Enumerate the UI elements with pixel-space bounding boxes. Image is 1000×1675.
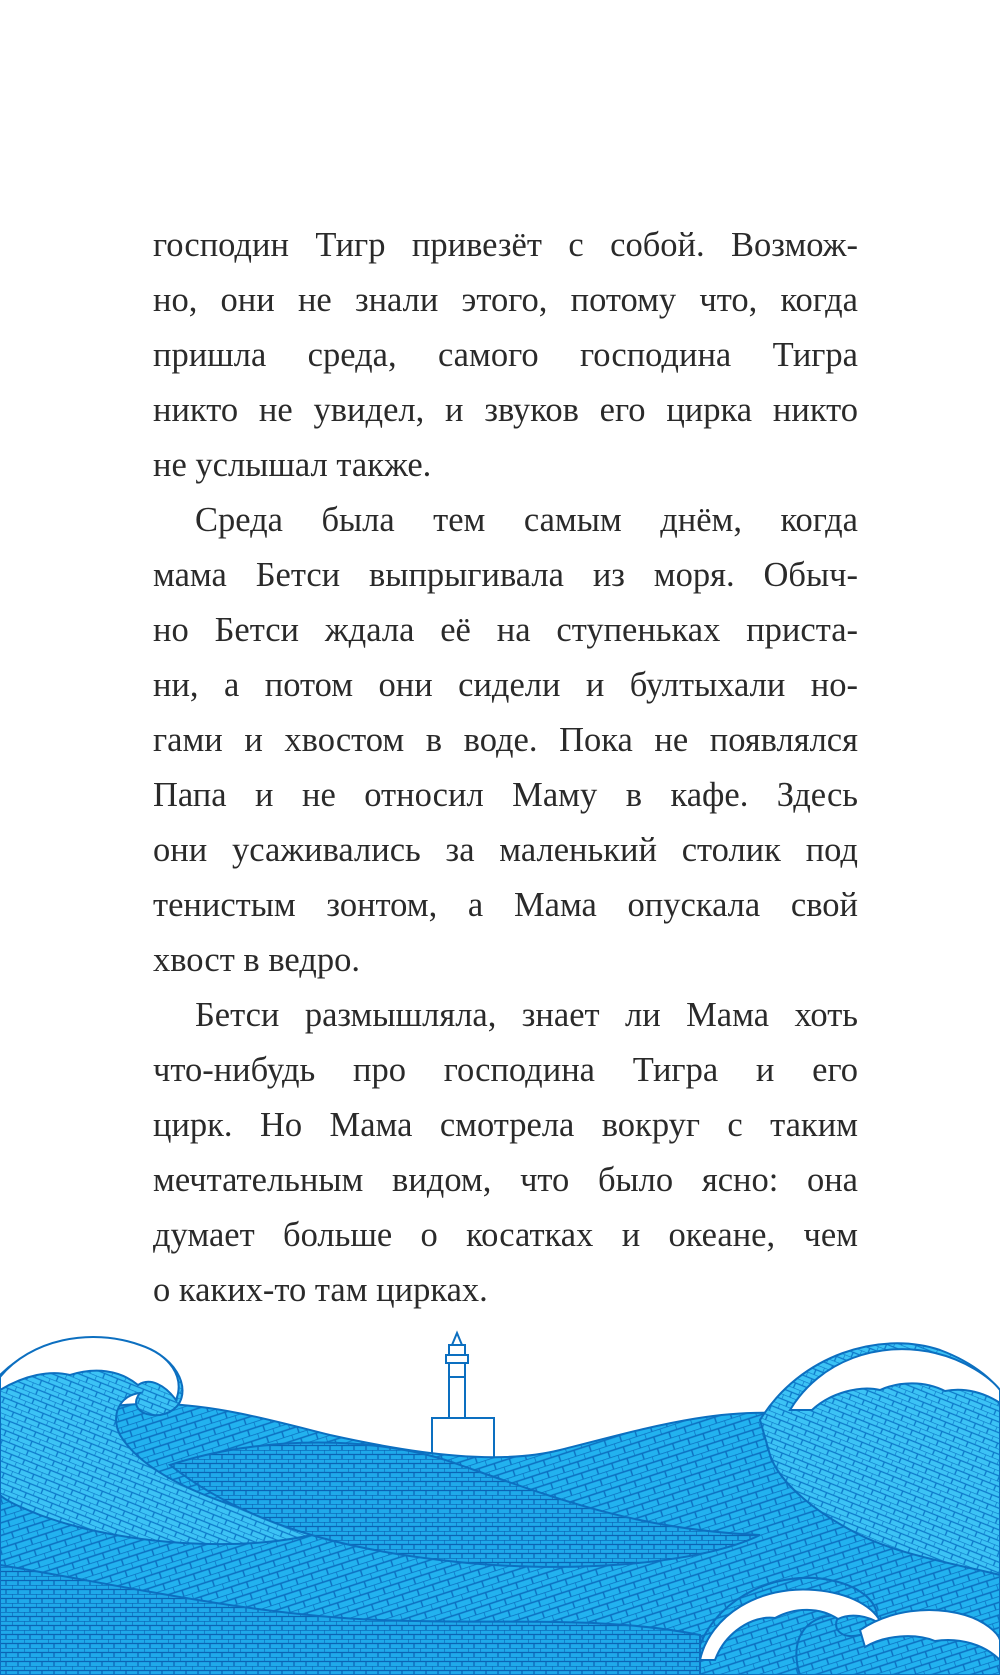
text-line: цирк. Но Мама смотрела вокруг с таким [153, 1106, 858, 1144]
text-line: Бетси размышляла, знает ли Мама хоть [195, 996, 858, 1034]
text-line: Среда была тем самым днём, когда [195, 501, 858, 539]
waves-illustration [0, 1315, 1000, 1675]
text-line: мама Бетси выпрыгивала из моря. Обыч- [153, 556, 858, 594]
paragraph [153, 493, 858, 988]
lighthouse-icon [432, 1333, 494, 1463]
text-line: пришла среда, самого господина Тигра [153, 336, 858, 374]
text-line: тенистым зонтом, а Мама опускала свой [153, 886, 858, 924]
text-line: хвост в ведро. [153, 941, 360, 979]
text-line: что-нибудь про господина Тигра и его [153, 1051, 858, 1089]
text-line: гами и хвостом в воде. Пока не появлялся [153, 721, 858, 759]
text-line: думает больше о косатках и океане, чем [153, 1216, 858, 1254]
page-text [153, 218, 858, 1318]
text-line: не услышал также. [153, 446, 432, 484]
text-line: никто не увидел, и звуков его цирка никто [153, 391, 858, 429]
text-line: но, они не знали этого, потому что, когда [153, 281, 858, 319]
text-line: господин Тигр привезёт с собой. Возмож- [153, 226, 858, 264]
paragraph [153, 988, 858, 1318]
text-line: мечтательным видом, что было ясно: она [153, 1161, 858, 1199]
paragraph [153, 218, 858, 493]
text-line: ни, а потом они сидели и бултыхали но- [153, 666, 858, 704]
text-line: Папа и не относил Маму в кафе. Здесь [153, 776, 858, 814]
text-line: о каких-то там цирках. [153, 1271, 488, 1309]
text-line: но Бетси ждала её на ступеньках приста- [153, 611, 858, 649]
text-line: они усаживались за маленький столик под [153, 831, 858, 869]
